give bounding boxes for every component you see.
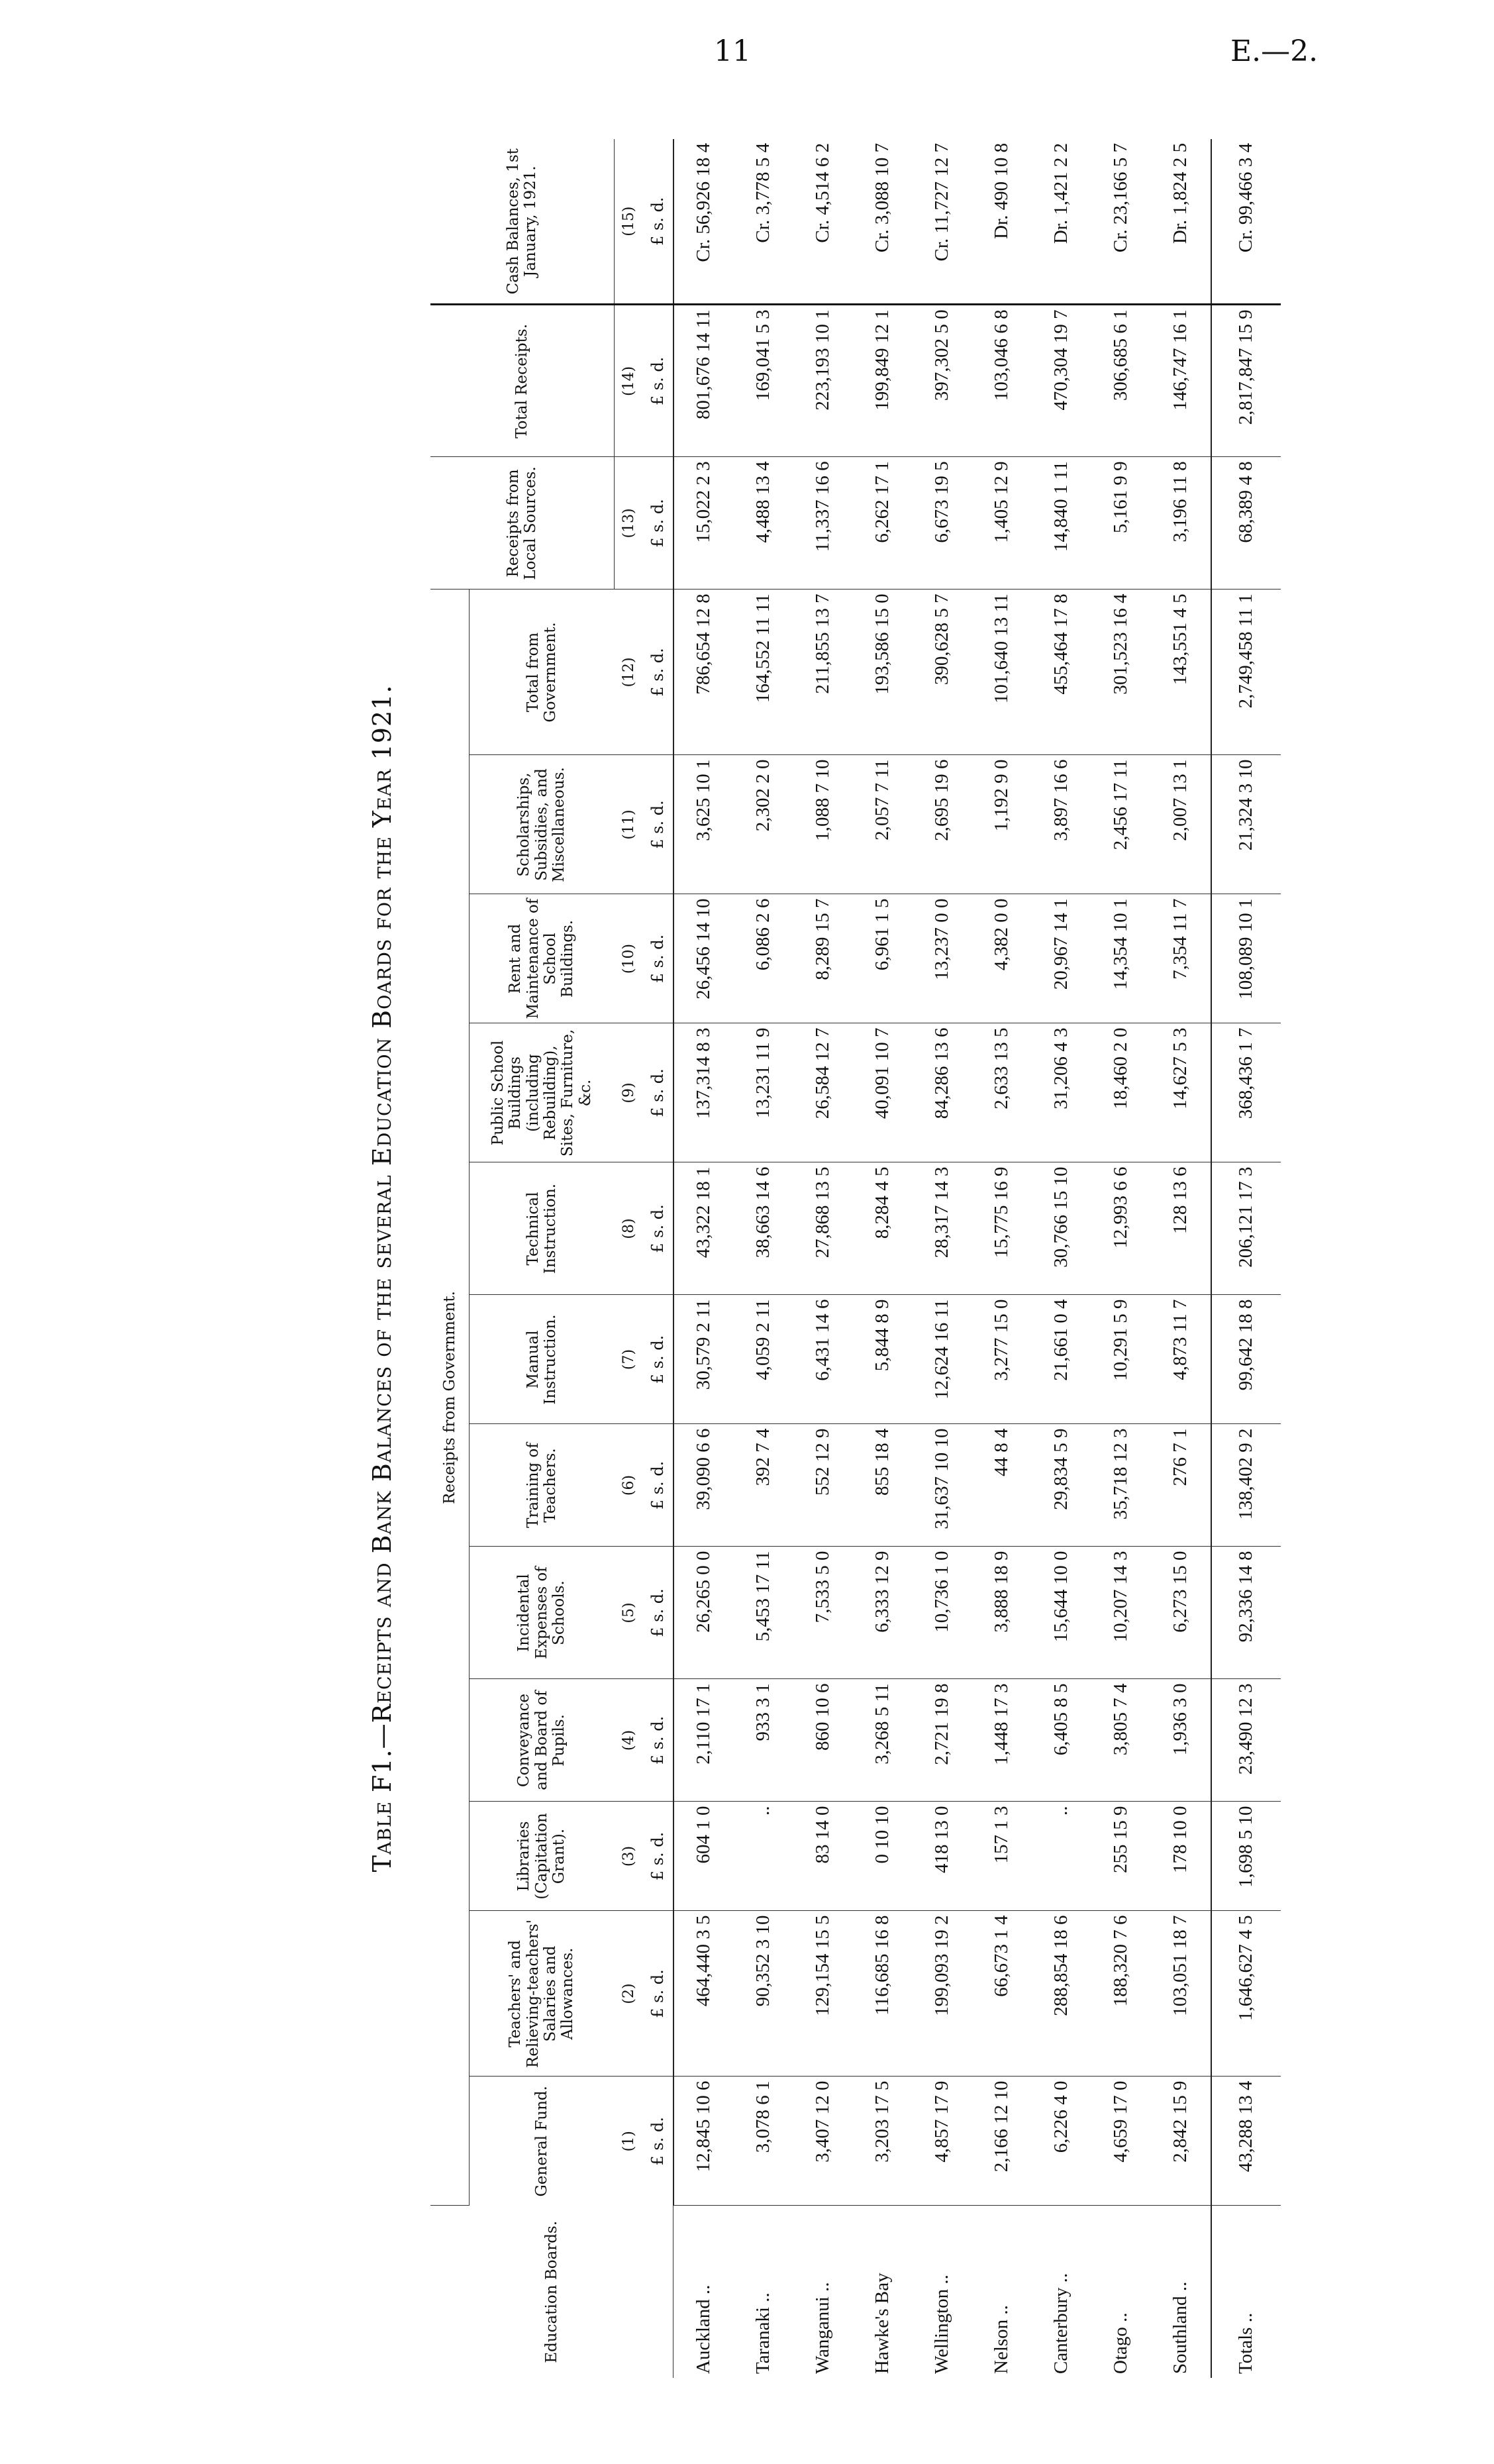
value-cell: 10,291 5 9 xyxy=(1091,1295,1151,1424)
board-name: Hawke's Bay xyxy=(872,2273,893,2374)
value-cell: 1,646,627 4 5 xyxy=(1211,1911,1281,2077)
value-cell: 2,456 17 11 xyxy=(1091,755,1151,894)
unit-cell: £ s. d. xyxy=(644,139,673,305)
col-header-7: Manual Instruction. xyxy=(470,1295,615,1424)
value-cell: 21,324 3 10 xyxy=(1211,755,1281,894)
unit-cell: £ s. d. xyxy=(644,1911,673,2077)
board-header: Education Boards. xyxy=(430,2206,673,2378)
totals-row xyxy=(1211,139,1281,2378)
col-header-8: Technical Instruction. xyxy=(470,1162,615,1295)
value-cell: 2,110 17 1 xyxy=(673,1679,734,1802)
unit-cell: £ s. d. xyxy=(644,894,673,1023)
col-num-15: (15) xyxy=(614,139,644,305)
unit-cell: £ s. d. xyxy=(644,1424,673,1547)
col-num-4: (4) xyxy=(614,1679,644,1802)
value-cell: 8,289 15 7 xyxy=(793,894,853,1023)
value-cell: 223,193 10 1 xyxy=(793,305,853,457)
value-cell: 188,320 7 6 xyxy=(1091,1911,1151,2077)
value-cell: 1,192 9 0 xyxy=(972,755,1032,894)
value-cell: 2,695 19 6 xyxy=(913,755,972,894)
value-cell: 199,093 19 2 xyxy=(913,1911,972,2077)
value-cell: 470,304 19 7 xyxy=(1032,305,1091,457)
col-header-3: Libraries (Capitation Grant). xyxy=(470,1802,615,1911)
value-cell: 255 15 9 xyxy=(1091,1802,1151,1911)
col-header-13: Receipts from Local Sources. xyxy=(430,457,614,590)
value-cell: 6,405 8 5 xyxy=(1032,1679,1091,1802)
value-cell: 28,317 14 3 xyxy=(913,1162,972,1295)
rotated-table-block xyxy=(368,142,1407,2404)
table-row xyxy=(853,139,913,2378)
value-cell: 397,302 5 0 xyxy=(913,305,972,457)
col-num-6: (6) xyxy=(614,1424,644,1547)
col-header-2: Teachers' and Relieving-teachers' Salaries and Allowances. xyxy=(470,1911,615,2077)
value-cell: 6,961 1 5 xyxy=(853,894,913,1023)
value-cell: 6,431 14 6 xyxy=(793,1295,853,1424)
value-cell: 6,086 2 6 xyxy=(734,894,793,1023)
unit-cell: £ s. d. xyxy=(644,590,673,755)
value-cell: 604 1 0 xyxy=(673,1802,734,1911)
value-cell: 138,402 9 2 xyxy=(1211,1424,1281,1547)
table-row xyxy=(972,139,1032,2378)
value-cell: 6,673 19 5 xyxy=(913,457,972,590)
value-cell: 66,673 1 4 xyxy=(972,1911,1032,2077)
value-cell: 99,642 18 8 xyxy=(1211,1295,1281,1424)
value-cell: 2,749,458 11 1 xyxy=(1211,590,1281,755)
value-cell: 2,057 7 11 xyxy=(853,755,913,894)
unit-cell: £ s. d. xyxy=(644,1547,673,1679)
value-cell: 3,203 17 5 xyxy=(853,2077,913,2206)
value-cell: 6,226 4 0 xyxy=(1032,2077,1091,2206)
col-header-6: Training of Teachers. xyxy=(470,1424,615,1547)
value-cell: 129,154 15 5 xyxy=(793,1911,853,2077)
board-name: Nelson .. xyxy=(991,2305,1012,2374)
value-cell: 15,022 2 3 xyxy=(673,457,734,590)
col-header-11: Scholarships, Subsidies, and Miscellaneous. xyxy=(470,755,615,894)
board-name: Taranaki .. xyxy=(752,2292,773,2374)
col-header-10: Rent and Maintenance of School Buildings. xyxy=(470,894,615,1023)
value-cell: 3,268 5 11 xyxy=(853,1679,913,1802)
col-num-13: (13) xyxy=(614,457,644,590)
value-cell: 39,090 6 6 xyxy=(673,1424,734,1547)
value-cell: 3,805 7 4 xyxy=(1091,1679,1151,1802)
header-number-row xyxy=(614,139,644,2378)
value-cell: 12,845 10 6 xyxy=(673,2077,734,2206)
col-header-1: General Fund. xyxy=(532,2086,550,2197)
unit-cell: £ s. d. xyxy=(644,305,673,457)
value-cell: 14,627 5 3 xyxy=(1151,1023,1211,1162)
value-cell: 2,166 12 10 xyxy=(972,2077,1032,2206)
value-cell: 15,775 16 9 xyxy=(972,1162,1032,1295)
value-cell: 4,857 17 9 xyxy=(913,2077,972,2206)
value-cell: 193,586 15 0 xyxy=(853,590,913,755)
value-cell: 164,552 11 11 xyxy=(734,590,793,755)
value-cell: 3,078 6 1 xyxy=(734,2077,793,2206)
value-cell: Cr. 56,926 18 4 xyxy=(673,139,734,305)
value-cell: 2,302 2 0 xyxy=(734,755,793,894)
value-cell: 103,046 6 8 xyxy=(972,305,1032,457)
table-row xyxy=(913,139,972,2378)
board-name: Auckland .. xyxy=(692,2284,714,2374)
value-cell: 30,579 2 11 xyxy=(673,1295,734,1424)
value-cell: 368,436 1 7 xyxy=(1211,1023,1281,1162)
value-cell: Cr. 3,778 5 4 xyxy=(734,139,793,305)
value-cell: 276 7 1 xyxy=(1151,1424,1211,1547)
value-cell: .. xyxy=(1032,1802,1091,1911)
value-cell: 2,817,847 15 9 xyxy=(1211,305,1281,457)
value-cell: 23,490 12 3 xyxy=(1211,1679,1281,1802)
board-name: Otago .. xyxy=(1110,2312,1131,2374)
value-cell: 31,637 10 10 xyxy=(913,1424,972,1547)
value-cell: 5,453 17 11 xyxy=(734,1547,793,1679)
value-cell: 3,277 15 0 xyxy=(972,1295,1032,1424)
value-cell: 211,855 13 7 xyxy=(793,590,853,755)
value-cell: 6,262 17 1 xyxy=(853,457,913,590)
col-num-14: (14) xyxy=(614,305,644,457)
value-cell: 1,448 17 3 xyxy=(972,1679,1032,1802)
value-cell: 137,314 8 3 xyxy=(673,1023,734,1162)
value-cell: 390,628 5 7 xyxy=(913,590,972,755)
value-cell: 7,533 5 0 xyxy=(793,1547,853,1679)
col-num-5: (5) xyxy=(614,1547,644,1679)
caption-label: Table F1. xyxy=(368,1749,397,1873)
unit-cell: £ s. d. xyxy=(644,457,673,590)
value-cell: 5,161 9 9 xyxy=(1091,457,1151,590)
value-cell: 2,007 13 1 xyxy=(1151,755,1211,894)
value-cell: 10,736 1 0 xyxy=(913,1547,972,1679)
value-cell: 860 10 6 xyxy=(793,1679,853,1802)
unit-cell: £ s. d. xyxy=(644,1679,673,1802)
value-cell: 30,766 15 10 xyxy=(1032,1162,1091,1295)
value-cell: 6,333 12 9 xyxy=(853,1547,913,1679)
table-row xyxy=(1091,139,1151,2378)
value-cell: 306,685 6 1 xyxy=(1091,305,1151,457)
value-cell: 90,352 3 10 xyxy=(734,1911,793,2077)
value-cell: 26,265 0 0 xyxy=(673,1547,734,1679)
col-num-7: (7) xyxy=(614,1295,644,1424)
col-header-14: Total Receipts. xyxy=(430,305,614,457)
caption-title: —Receipts and Bank Balances of the several Education Boards for the Year 1921. xyxy=(368,684,397,1749)
value-cell: 3,897 16 6 xyxy=(1032,755,1091,894)
board-name: Canterbury .. xyxy=(1050,2273,1071,2374)
value-cell: 418 13 0 xyxy=(913,1802,972,1911)
value-cell: 10,207 14 3 xyxy=(1091,1547,1151,1679)
col-num-3: (3) xyxy=(614,1802,644,1911)
value-cell: 26,456 14 10 xyxy=(673,894,734,1023)
value-cell: 786,654 12 8 xyxy=(673,590,734,755)
document-reference: E.—2. xyxy=(1230,34,1319,68)
col-header-12: Total from Government. xyxy=(470,590,615,755)
col-header-5: Incidental Expenses of Schools. xyxy=(470,1547,615,1679)
value-cell: 14,840 1 11 xyxy=(1032,457,1091,590)
value-cell: 4,873 11 7 xyxy=(1151,1295,1211,1424)
col-header-4: Conveyance and Board of Pupils. xyxy=(470,1679,615,1802)
value-cell: 84,286 13 6 xyxy=(913,1023,972,1162)
col-num-8: (8) xyxy=(614,1162,644,1295)
value-cell: 13,231 11 9 xyxy=(734,1023,793,1162)
table-row xyxy=(793,139,853,2378)
value-cell: 3,888 18 9 xyxy=(972,1547,1032,1679)
col-num-1: (1) xyxy=(620,2131,637,2152)
value-cell: 7,354 11 7 xyxy=(1151,894,1211,1023)
unit-cell: £ s. d. xyxy=(644,1802,673,1911)
value-cell: 11,337 16 6 xyxy=(793,457,853,590)
value-cell: 2,633 13 5 xyxy=(972,1023,1032,1162)
board-name: Totals .. xyxy=(1211,2206,1281,2378)
value-cell: 4,059 2 11 xyxy=(734,1295,793,1424)
value-cell: 206,121 17 3 xyxy=(1211,1162,1281,1295)
value-cell: 12,993 6 6 xyxy=(1091,1162,1151,1295)
value-cell: 2,721 19 8 xyxy=(913,1679,972,1802)
value-cell: 301,523 16 4 xyxy=(1091,590,1151,755)
value-cell: 5,844 8 9 xyxy=(853,1295,913,1424)
table-row xyxy=(673,139,734,2378)
value-cell: 4,382 0 0 xyxy=(972,894,1032,1023)
value-cell: 83 14 0 xyxy=(793,1802,853,1911)
table-row xyxy=(1032,139,1091,2378)
value-cell: 4,488 13 4 xyxy=(734,457,793,590)
value-cell: 68,389 4 8 xyxy=(1211,457,1281,590)
government-group-header: Receipts from Government. xyxy=(430,590,470,2206)
unit-cell: £ s. d. xyxy=(644,1162,673,1295)
unit-cell: £ s. d. xyxy=(644,1295,673,1424)
value-cell: 169,041 5 3 xyxy=(734,305,793,457)
value-cell: 288,854 18 6 xyxy=(1032,1911,1091,2077)
value-cell: 3,407 12 0 xyxy=(793,2077,853,2206)
value-cell: 8,284 4 5 xyxy=(853,1162,913,1295)
col-num-11: (11) xyxy=(614,755,644,894)
value-cell: 29,834 5 9 xyxy=(1032,1424,1091,1547)
value-cell: 92,336 14 8 xyxy=(1211,1547,1281,1679)
value-cell: 14,354 10 1 xyxy=(1091,894,1151,1023)
value-cell: 199,849 12 1 xyxy=(853,305,913,457)
value-cell: Cr. 23,166 5 7 xyxy=(1091,139,1151,305)
value-cell: 801,676 14 11 xyxy=(673,305,734,457)
value-cell: 38,663 14 6 xyxy=(734,1162,793,1295)
value-cell: 101,640 13 11 xyxy=(972,590,1032,755)
col-header-9: Public School Buildings (including Rebuilding), Sites, Furniture, &c. xyxy=(470,1023,615,1162)
value-cell: 116,685 16 8 xyxy=(853,1911,913,2077)
value-cell: 31,206 4 3 xyxy=(1032,1023,1091,1162)
value-cell: 128 13 6 xyxy=(1151,1162,1211,1295)
value-cell: 6,273 15 0 xyxy=(1151,1547,1211,1679)
value-cell: Dr. 490 10 8 xyxy=(972,139,1032,305)
value-cell: Cr. 3,088 10 7 xyxy=(853,139,913,305)
value-cell: 157 1 3 xyxy=(972,1802,1032,1911)
value-cell: 43,288 13 4 xyxy=(1211,2077,1281,2206)
value-cell: 855 18 4 xyxy=(853,1424,913,1547)
unit-cell: £ s. d. xyxy=(644,1023,673,1162)
value-cell: 13,237 0 0 xyxy=(913,894,972,1023)
value-cell: 933 3 1 xyxy=(734,1679,793,1802)
value-cell: 1,698 5 10 xyxy=(1211,1802,1281,1911)
unit-cell: £ s. d. xyxy=(644,2077,673,2206)
value-cell: 20,967 14 1 xyxy=(1032,894,1091,1023)
value-cell: 103,051 18 7 xyxy=(1151,1911,1211,2077)
value-cell: 3,625 10 1 xyxy=(673,755,734,894)
col-num-9: (9) xyxy=(614,1023,644,1162)
value-cell: 146,747 16 1 xyxy=(1151,305,1211,457)
value-cell: Dr. 1,824 2 5 xyxy=(1151,139,1211,305)
col-header-15: Cash Balances, 1st January, 1921. xyxy=(430,139,614,305)
header-group-row xyxy=(430,139,470,2378)
value-cell: 108,089 10 1 xyxy=(1211,894,1281,1023)
value-cell: 35,718 12 3 xyxy=(1091,1424,1151,1547)
value-cell: 12,624 16 11 xyxy=(913,1295,972,1424)
value-cell: 0 10 10 xyxy=(853,1802,913,1911)
value-cell: 1,405 12 9 xyxy=(972,457,1032,590)
value-cell: 143,551 4 5 xyxy=(1151,590,1211,755)
value-cell: 2,842 15 9 xyxy=(1151,2077,1211,2206)
value-cell: Cr. 11,727 12 7 xyxy=(913,139,972,305)
value-cell: 26,584 12 7 xyxy=(793,1023,853,1162)
value-cell: 464,440 3 5 xyxy=(673,1911,734,2077)
table-body xyxy=(673,139,1281,2378)
col-num-2: (2) xyxy=(614,1911,644,2077)
table-caption xyxy=(368,152,397,2404)
value-cell: 27,868 13 5 xyxy=(793,1162,853,1295)
value-cell: 40,091 10 7 xyxy=(853,1023,913,1162)
value-cell: 18,460 2 0 xyxy=(1091,1023,1151,1162)
board-name: Southland .. xyxy=(1170,2281,1191,2374)
value-cell: 1,088 7 10 xyxy=(793,755,853,894)
board-name: Wellington .. xyxy=(931,2275,952,2374)
value-cell: 43,322 18 1 xyxy=(673,1162,734,1295)
value-cell: 4,659 17 0 xyxy=(1091,2077,1151,2206)
value-cell: 552 12 9 xyxy=(793,1424,853,1547)
value-cell: 392 7 4 xyxy=(734,1424,793,1547)
value-cell: 44 8 4 xyxy=(972,1424,1032,1547)
value-cell: 3,196 11 8 xyxy=(1151,457,1211,590)
value-cell: Cr. 4,514 6 2 xyxy=(793,139,853,305)
col-num-12: (12) xyxy=(614,590,644,755)
value-cell: 178 10 0 xyxy=(1151,1802,1211,1911)
value-cell: Cr. 99,466 3 4 xyxy=(1211,139,1281,305)
col-num-10: (10) xyxy=(614,894,644,1023)
table-row xyxy=(1151,139,1211,2378)
value-cell: 21,661 0 4 xyxy=(1032,1295,1091,1424)
header-units-row xyxy=(644,139,673,2378)
value-cell: .. xyxy=(734,1802,793,1911)
value-cell: 1,936 3 0 xyxy=(1151,1679,1211,1802)
unit-cell: £ s. d. xyxy=(644,755,673,894)
value-cell: 455,464 17 8 xyxy=(1032,590,1091,755)
board-name: Wanganui .. xyxy=(812,2282,833,2374)
value-cell: Dr. 1,421 2 2 xyxy=(1032,139,1091,305)
page-number: 11 xyxy=(714,34,751,68)
value-cell: 15,644 10 0 xyxy=(1032,1547,1091,1679)
table-row xyxy=(734,139,793,2378)
receipts-table xyxy=(430,139,1281,2378)
